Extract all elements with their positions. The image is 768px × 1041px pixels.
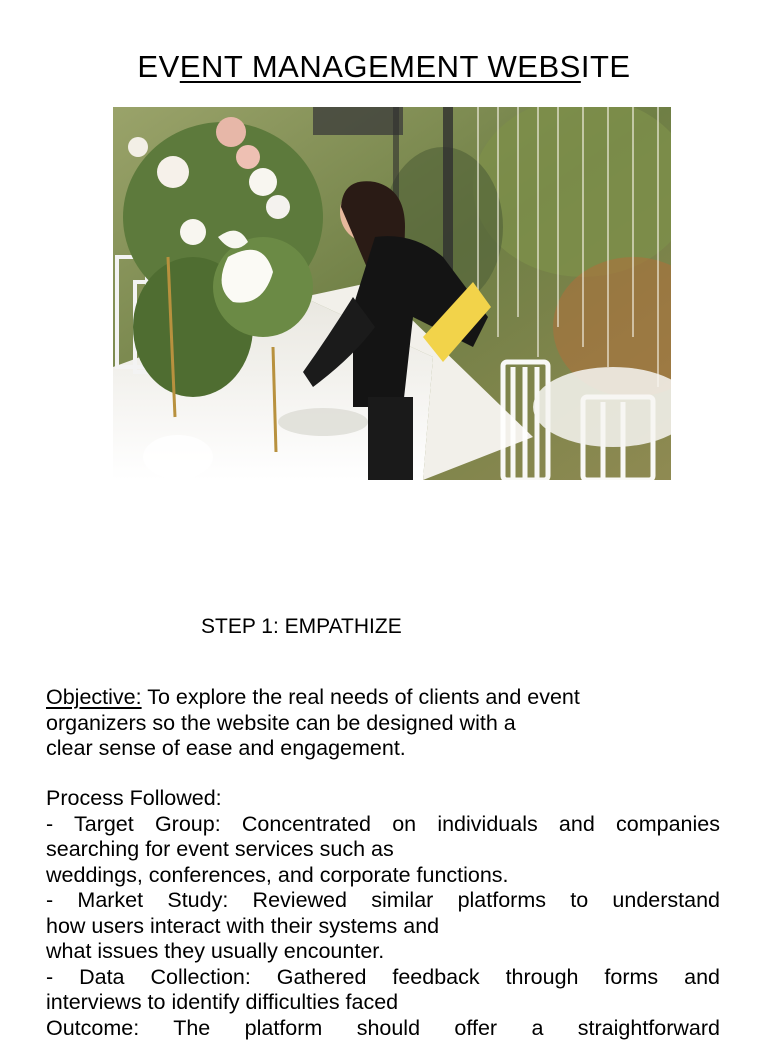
objective-line-1 [46,685,720,711]
objective-line-1-text: To explore the real needs of clients and event [142,685,580,709]
process-line: what issues they usually encounter. [46,939,720,965]
process-line: - Data Collection: Gathered feedback through forms and [46,965,720,991]
page-title-underlined: ENT MANAGEMENT WEBS [180,49,581,84]
page-title [0,48,768,86]
process-paragraph [46,786,720,1041]
process-line: Outcome: The platform should offer a straightforward [46,1016,720,1041]
objective-label: Objective: [46,685,142,709]
hero-photo-illustration [113,107,671,480]
process-line: - Target Group: Concentrated on individuals and companies [46,812,720,838]
process-line: searching for event services such as [46,837,720,863]
page-title-end: ITE [581,49,631,84]
step-heading: STEP 1: EMPATHIZE [201,614,402,640]
process-line: - Market Study: Reviewed similar platforms to understand [46,888,720,914]
process-heading: Process Followed: [46,786,720,812]
process-line: interviews to identify difficulties faced [46,990,720,1016]
process-line: weddings, conferences, and corporate functions. [46,863,720,889]
hero-photo [113,107,671,480]
page-title-start: EV [137,49,179,84]
objective-line-2: organizers so the website can be designed with a [46,711,720,737]
process-line: how users interact with their systems and [46,914,720,940]
objective-paragraph [46,685,720,762]
objective-line-3: clear sense of ease and engagement. [46,736,720,762]
